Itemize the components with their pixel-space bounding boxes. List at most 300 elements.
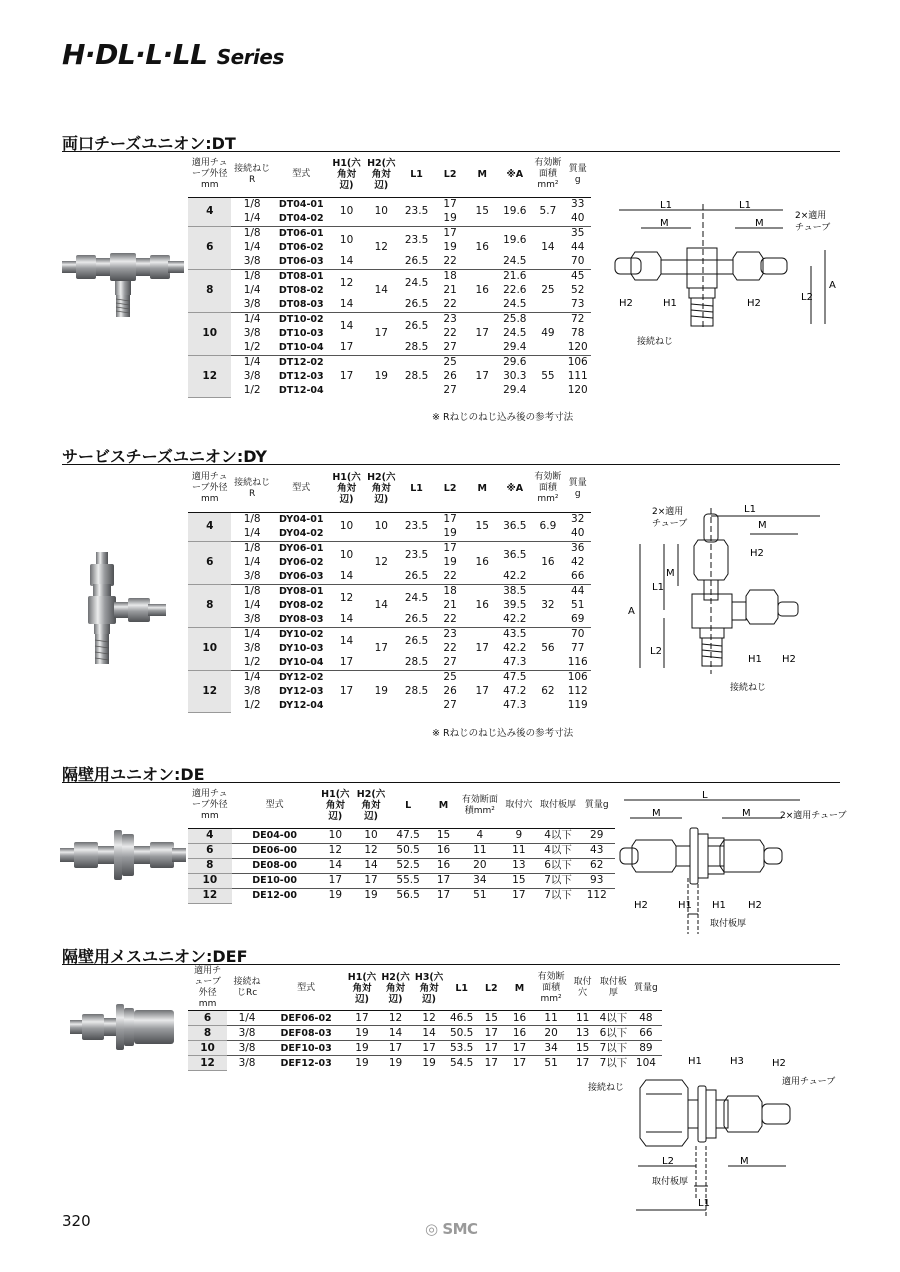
tube-size-cell: 6 bbox=[188, 226, 231, 269]
label-h1: H1 bbox=[688, 1056, 702, 1067]
tube-size-cell: 12 bbox=[188, 1056, 227, 1071]
table-cell: 17 bbox=[330, 670, 364, 713]
table-row bbox=[188, 197, 591, 212]
table-cell: 26.5 bbox=[404, 255, 429, 267]
tube-size-cell: 4 bbox=[188, 197, 231, 226]
table-cell: 16 bbox=[505, 1026, 534, 1041]
header-m: M bbox=[466, 153, 498, 197]
table-cell: 29.4 bbox=[503, 341, 527, 353]
table-cell: 24.5 bbox=[503, 298, 527, 310]
table-cell: 17 bbox=[466, 670, 498, 713]
table-cell: 35 bbox=[564, 226, 591, 241]
table-cell: 19 bbox=[345, 1026, 379, 1041]
header-mass: 質量g bbox=[564, 153, 591, 197]
table-row bbox=[188, 541, 591, 556]
header-tube-od: 適用チューブ外径mm bbox=[188, 466, 231, 512]
table-cell: 1/8 bbox=[231, 512, 272, 527]
table-cell: 19 bbox=[363, 670, 399, 713]
table-cell: 55 bbox=[531, 355, 564, 398]
table-cell: 40 bbox=[571, 212, 585, 224]
header-area: 有効断面積mm² bbox=[531, 466, 564, 512]
table-cell: 17 bbox=[434, 512, 466, 527]
dt-spec-table bbox=[188, 153, 591, 398]
model-cell: DEF12-03 bbox=[267, 1056, 345, 1071]
tube-size-cell: 8 bbox=[188, 269, 231, 312]
table-cell: 10 bbox=[353, 828, 389, 843]
table-cell: 17 bbox=[434, 197, 466, 212]
label-tube: 2×適用 bbox=[795, 211, 827, 221]
table-cell: 19 bbox=[345, 1056, 379, 1071]
header-tube-od: 適用チューブ外径mm bbox=[188, 966, 227, 1011]
table-cell: 38.5 bbox=[498, 584, 531, 599]
model-cell: DE06-00 bbox=[232, 843, 318, 858]
table-cell: 17 bbox=[500, 888, 538, 903]
tube-size-cell: 10 bbox=[188, 627, 231, 670]
table-cell: 7以下 bbox=[597, 1056, 630, 1071]
table-cell: 1/4 bbox=[243, 556, 261, 568]
table-cell: 12 bbox=[379, 1011, 413, 1026]
table-cell: 3/8 bbox=[243, 298, 261, 310]
label-h1: H1 bbox=[748, 654, 762, 665]
label-tube2: チューブ bbox=[652, 519, 688, 529]
table-cell: 17 bbox=[379, 1041, 413, 1056]
table-cell: 17 bbox=[568, 1056, 597, 1071]
model-cell: DY12-02 bbox=[273, 670, 330, 685]
table-cell: 16 bbox=[427, 843, 459, 858]
label-tube: 2×適用 bbox=[652, 507, 684, 517]
label-tube2: チューブ bbox=[795, 223, 831, 233]
header-mass: 質量g bbox=[564, 466, 591, 512]
header-l1: L1 bbox=[399, 466, 434, 512]
table-cell: 42.2 bbox=[503, 613, 527, 625]
table-cell: 16 bbox=[505, 1011, 534, 1026]
model-cell: DY10-04 bbox=[279, 657, 324, 668]
table-cell: 7以下 bbox=[597, 1041, 630, 1056]
table-cell: 111 bbox=[567, 370, 588, 382]
table-cell: 26.5 bbox=[404, 570, 429, 582]
header-l2: L2 bbox=[477, 966, 505, 1011]
table-cell: 29 bbox=[578, 828, 615, 843]
tube-size-cell: 6 bbox=[188, 1011, 227, 1026]
table-row bbox=[188, 269, 591, 284]
table-cell: 54.5 bbox=[446, 1056, 478, 1071]
table-cell: 17 bbox=[505, 1041, 534, 1056]
tube-size-cell: 10 bbox=[188, 873, 232, 888]
model-cell: DT10-03 bbox=[278, 328, 324, 339]
table-cell: 120 bbox=[567, 341, 588, 353]
section-title-def: 隔壁用メスユニオン:DEF bbox=[62, 947, 248, 966]
table-cell: 3/8 bbox=[243, 370, 261, 382]
table-cell: 66 bbox=[571, 570, 585, 582]
table-cell: 13 bbox=[500, 858, 538, 873]
table-cell: 24.5 bbox=[399, 269, 434, 298]
table-cell: 50.5 bbox=[389, 843, 428, 858]
table-cell: 15 bbox=[466, 197, 498, 226]
table-row bbox=[188, 355, 591, 370]
table-cell: 19 bbox=[379, 1056, 413, 1071]
table-cell: 10 bbox=[330, 197, 364, 226]
table-cell: 17 bbox=[427, 888, 459, 903]
table-cell: 1/8 bbox=[231, 197, 272, 212]
table-cell: 16 bbox=[466, 541, 498, 584]
de-spec-table bbox=[188, 784, 615, 904]
table-cell: 27 bbox=[443, 699, 457, 711]
table-cell: 56 bbox=[531, 627, 564, 670]
table-cell: 27 bbox=[443, 384, 457, 396]
table-cell: 15 bbox=[500, 873, 538, 888]
table-cell: 17 bbox=[477, 1056, 505, 1071]
table-cell: 70 bbox=[564, 627, 591, 642]
table-cell: 25.8 bbox=[498, 312, 531, 327]
table-cell: 19 bbox=[443, 556, 457, 568]
table-cell: 17 bbox=[353, 873, 389, 888]
table-cell: 11 bbox=[500, 843, 538, 858]
table-cell: 69 bbox=[571, 613, 585, 625]
table-cell: 34 bbox=[460, 873, 500, 888]
table-cell: 19 bbox=[412, 1056, 446, 1071]
table-row bbox=[188, 873, 615, 888]
table-cell: 23 bbox=[434, 627, 466, 642]
header-hole: 取付穴 bbox=[500, 784, 538, 828]
table-cell: 7以下 bbox=[538, 888, 579, 903]
table-cell: 78 bbox=[571, 327, 585, 339]
tube-size-cell: 4 bbox=[188, 828, 232, 843]
table-cell: 43 bbox=[578, 843, 615, 858]
table-cell: 4以下 bbox=[538, 843, 579, 858]
label-plate: 取付板厚 bbox=[710, 919, 747, 929]
table-cell: 1/8 bbox=[231, 541, 272, 556]
model-cell: DY12-03 bbox=[279, 686, 324, 697]
dy-note: ※ Rねじのねじ込み後の参考寸法 bbox=[432, 728, 574, 739]
model-cell: DY08-02 bbox=[279, 600, 324, 611]
table-cell: 10 bbox=[318, 828, 354, 843]
table-cell: 17 bbox=[364, 312, 400, 355]
table-cell: 17 bbox=[466, 312, 498, 355]
table-cell: 17 bbox=[466, 355, 498, 398]
header-mass: 質量g bbox=[578, 784, 615, 828]
header-model: 型式 bbox=[273, 153, 330, 197]
table-cell: 23.5 bbox=[399, 226, 434, 255]
header-l2: L2 bbox=[434, 153, 466, 197]
table-cell: 32 bbox=[564, 512, 591, 527]
table-cell: 27 bbox=[443, 656, 457, 668]
header-area: 有効断面積mm² bbox=[531, 153, 564, 197]
tube-size-cell: 12 bbox=[188, 355, 231, 398]
header-h2: H2(六角対辺) bbox=[379, 966, 413, 1011]
table-cell: 12 bbox=[412, 1011, 446, 1026]
table-cell: 55.5 bbox=[389, 873, 428, 888]
table-cell: 70 bbox=[571, 255, 585, 267]
table-cell: 10 bbox=[330, 512, 364, 541]
table-cell: 13 bbox=[568, 1026, 597, 1041]
table-cell: 52 bbox=[571, 284, 585, 296]
table-cell: 36.5 bbox=[498, 512, 531, 541]
table-cell: 17 bbox=[339, 656, 354, 668]
label-l2: L2 bbox=[662, 1156, 674, 1167]
de-dimension-drawing bbox=[612, 788, 848, 938]
table-cell: 45 bbox=[564, 269, 591, 284]
model-cell: DE04-00 bbox=[232, 828, 318, 843]
header-thread: 接続ねじR bbox=[231, 466, 272, 512]
table-cell: 14 bbox=[364, 269, 400, 312]
tube-size-cell: 12 bbox=[188, 888, 232, 903]
de-table-body bbox=[188, 828, 615, 903]
table-cell: 25 bbox=[531, 269, 564, 312]
header-thread: 接続ねじR bbox=[231, 153, 272, 197]
table-cell: 1/4 bbox=[231, 670, 272, 685]
table-cell: 14 bbox=[379, 1026, 413, 1041]
table-cell: 44 bbox=[571, 241, 585, 253]
table-cell: 26.5 bbox=[404, 298, 429, 310]
table-cell: 19 bbox=[364, 355, 400, 398]
header-h2: H2(六角対辺) bbox=[363, 466, 399, 512]
label-mv: M bbox=[666, 568, 675, 579]
label-thread: 接続ねじ bbox=[730, 683, 767, 693]
table-cell: 66 bbox=[630, 1026, 662, 1041]
model-cell: DEF08-03 bbox=[267, 1026, 345, 1041]
table-cell: 1/8 bbox=[231, 269, 272, 284]
table-cell: 1/4 bbox=[243, 241, 261, 253]
table-cell: 19 bbox=[353, 888, 389, 903]
def-dimension-drawing bbox=[586, 1050, 846, 1220]
dy-spec-table bbox=[188, 466, 591, 713]
table-cell: 49 bbox=[531, 312, 564, 355]
table-cell: 24.5 bbox=[399, 584, 434, 613]
model-cell: DEF06-02 bbox=[267, 1011, 345, 1026]
table-cell: 62 bbox=[578, 858, 615, 873]
table-cell: 10 bbox=[363, 512, 399, 541]
label-l1: L1 bbox=[744, 504, 756, 515]
model-cell: DT12-03 bbox=[278, 371, 324, 382]
label-tube: 2×適用チューブ bbox=[780, 811, 847, 821]
table-cell: 16 bbox=[427, 858, 459, 873]
label-h2: H2 bbox=[634, 900, 648, 911]
label-h1b: H1 bbox=[712, 900, 726, 911]
model-cell: DY10-02 bbox=[273, 627, 330, 642]
table-cell: 17 bbox=[339, 341, 354, 353]
table-cell: 112 bbox=[578, 888, 615, 903]
table-cell: 27 bbox=[443, 341, 457, 353]
model-cell: DY08-03 bbox=[279, 614, 324, 625]
table-cell: 17 bbox=[412, 1041, 446, 1056]
label-l2: L2 bbox=[650, 646, 662, 657]
label-l: L bbox=[702, 790, 708, 801]
table-cell: 3/8 bbox=[243, 570, 261, 582]
header-model: 型式 bbox=[232, 784, 318, 828]
header-tube-od: 適用チューブ外径mm bbox=[188, 784, 232, 828]
table-cell: 36.5 bbox=[498, 541, 531, 570]
model-cell: DY12-04 bbox=[279, 700, 324, 711]
model-cell: DT12-02 bbox=[273, 355, 330, 370]
table-cell: 43.5 bbox=[498, 627, 531, 642]
dt-note: ※ Rねじのねじ込み後の参考寸法 bbox=[432, 412, 574, 423]
table-cell: 14 bbox=[339, 570, 354, 582]
table-cell: 14 bbox=[412, 1026, 446, 1041]
table-cell: 52.5 bbox=[389, 858, 428, 873]
table-cell: 1/4 bbox=[231, 355, 272, 370]
table-cell: 26.5 bbox=[399, 627, 434, 656]
label-m: M bbox=[660, 218, 669, 229]
table-cell: 1/4 bbox=[227, 1011, 267, 1026]
table-row bbox=[188, 1011, 662, 1026]
header-plate: 取付板厚 bbox=[597, 966, 630, 1011]
table-cell: 47.5 bbox=[389, 828, 428, 843]
table-cell: 5.7 bbox=[531, 197, 564, 226]
table-cell: 3/8 bbox=[243, 642, 261, 654]
label-l2: L2 bbox=[801, 292, 813, 303]
table-row bbox=[188, 828, 615, 843]
dt-product-photo bbox=[60, 235, 188, 345]
tube-size-cell: 6 bbox=[188, 541, 231, 584]
model-cell: DE08-00 bbox=[232, 858, 318, 873]
table-cell: 14 bbox=[318, 858, 354, 873]
table-cell: 22 bbox=[443, 642, 457, 654]
table-row bbox=[188, 888, 615, 903]
table-cell: 10 bbox=[364, 197, 400, 226]
table-cell: 89 bbox=[630, 1041, 662, 1056]
table-cell: 17 bbox=[330, 355, 364, 398]
model-cell: DT10-02 bbox=[273, 312, 330, 327]
table-cell: 12 bbox=[364, 226, 400, 269]
table-cell: 11 bbox=[568, 1011, 597, 1026]
tube-size-cell: 12 bbox=[188, 670, 231, 713]
tube-size-cell: 8 bbox=[188, 1026, 227, 1041]
table-cell: 48 bbox=[630, 1011, 662, 1026]
table-cell: 1/8 bbox=[231, 226, 272, 241]
table-row bbox=[188, 584, 591, 599]
table-cell: 1/2 bbox=[243, 384, 261, 396]
table-row bbox=[188, 226, 591, 241]
label-h2: H2 bbox=[750, 548, 764, 559]
table-cell: 25 bbox=[434, 355, 466, 370]
table-cell: 14 bbox=[339, 298, 354, 310]
table-cell: 3/8 bbox=[227, 1056, 267, 1071]
table-cell: 106 bbox=[564, 355, 591, 370]
table-cell: 51 bbox=[534, 1056, 568, 1071]
table-cell: 6以下 bbox=[538, 858, 579, 873]
table-cell: 15 bbox=[477, 1011, 505, 1026]
table-cell: 116 bbox=[567, 656, 588, 668]
section-rule bbox=[62, 782, 840, 783]
table-cell: 11 bbox=[534, 1011, 568, 1026]
header-area: 有効断面積mm² bbox=[460, 784, 500, 828]
section-rule bbox=[62, 964, 840, 965]
model-cell: DT06-03 bbox=[278, 256, 324, 267]
table-cell: 32 bbox=[531, 584, 564, 627]
table-cell: 1/2 bbox=[243, 341, 261, 353]
model-cell: DE12-00 bbox=[232, 888, 318, 903]
table-cell: 40 bbox=[571, 527, 585, 539]
header-h3: H3(六角対辺) bbox=[412, 966, 446, 1011]
table-cell: 17 bbox=[434, 541, 466, 556]
table-cell: 29.4 bbox=[503, 384, 527, 396]
table-cell: 62 bbox=[531, 670, 564, 713]
model-cell: DY06-03 bbox=[279, 571, 324, 582]
label-a: A bbox=[628, 606, 635, 617]
table-row bbox=[188, 1026, 662, 1041]
table-cell: 7以下 bbox=[538, 873, 579, 888]
label-h2b: H2 bbox=[747, 298, 761, 309]
table-cell: 47.3 bbox=[503, 656, 527, 668]
model-cell: DT04-02 bbox=[278, 213, 324, 224]
table-cell: 23 bbox=[434, 312, 466, 327]
table-cell: 14 bbox=[330, 312, 364, 341]
table-cell: 17 bbox=[363, 627, 399, 670]
table-cell: 14 bbox=[531, 226, 564, 269]
table-cell: 28.5 bbox=[399, 355, 434, 398]
table-cell: 16 bbox=[466, 226, 498, 269]
header-a: ※A bbox=[498, 153, 531, 197]
model-cell: DT12-04 bbox=[278, 385, 324, 396]
table-cell: 17 bbox=[434, 226, 466, 241]
header-model: 型式 bbox=[267, 966, 345, 1011]
table-cell: 12 bbox=[318, 843, 354, 858]
table-cell: 17 bbox=[345, 1011, 379, 1026]
table-cell: 1/4 bbox=[243, 284, 261, 296]
table-row bbox=[188, 627, 591, 642]
header-tube-od: 適用チューブ外径mm bbox=[188, 153, 231, 197]
table-cell: 93 bbox=[578, 873, 615, 888]
table-cell: 18 bbox=[434, 584, 466, 599]
table-cell: 19 bbox=[345, 1041, 379, 1056]
table-cell: 39.5 bbox=[503, 599, 527, 611]
table-cell: 19.6 bbox=[498, 197, 531, 226]
model-cell: DT06-01 bbox=[273, 226, 330, 241]
table-cell: 26.5 bbox=[399, 312, 434, 341]
table-cell: 23.5 bbox=[399, 197, 434, 226]
table-cell: 42.2 bbox=[503, 642, 527, 654]
table-cell: 22 bbox=[443, 570, 457, 582]
table-cell: 4以下 bbox=[538, 828, 579, 843]
table-cell: 106 bbox=[564, 670, 591, 685]
table-cell: 17 bbox=[427, 873, 459, 888]
label-h2b: H2 bbox=[782, 654, 796, 665]
table-cell: 1/4 bbox=[243, 212, 261, 224]
label-plate: 取付板厚 bbox=[652, 1177, 689, 1187]
table-cell: 28.5 bbox=[399, 670, 434, 713]
table-cell: 112 bbox=[567, 685, 588, 697]
tube-size-cell: 6 bbox=[188, 843, 232, 858]
table-cell: 10 bbox=[330, 226, 364, 255]
header-l1: L1 bbox=[399, 153, 434, 197]
table-cell: 12 bbox=[353, 843, 389, 858]
header-l1: L1 bbox=[446, 966, 478, 1011]
table-cell: 22 bbox=[443, 613, 457, 625]
header-m: M bbox=[466, 466, 498, 512]
table-cell: 19 bbox=[443, 241, 457, 253]
table-cell: 1/4 bbox=[243, 527, 261, 539]
table-cell: 19 bbox=[318, 888, 354, 903]
table-cell: 1/8 bbox=[231, 584, 272, 599]
label-h2: H2 bbox=[772, 1058, 786, 1069]
table-cell: 16 bbox=[466, 269, 498, 312]
header-m: M bbox=[427, 784, 459, 828]
table-cell: 19 bbox=[443, 527, 457, 539]
table-cell: 18 bbox=[434, 269, 466, 284]
section-rule bbox=[62, 151, 840, 152]
table-cell: 3/8 bbox=[243, 613, 261, 625]
table-cell: 26 bbox=[443, 370, 457, 382]
table-cell: 30.3 bbox=[503, 370, 527, 382]
label-a: A bbox=[829, 280, 836, 291]
table-cell: 77 bbox=[571, 642, 585, 654]
table-cell: 47.2 bbox=[503, 685, 527, 697]
label-mb: M bbox=[742, 808, 751, 819]
table-cell: 51 bbox=[571, 599, 585, 611]
section-title-de: 隔壁用ユニオン:DE bbox=[62, 765, 205, 784]
model-cell: DEF10-03 bbox=[267, 1041, 345, 1056]
table-cell: 72 bbox=[564, 312, 591, 327]
